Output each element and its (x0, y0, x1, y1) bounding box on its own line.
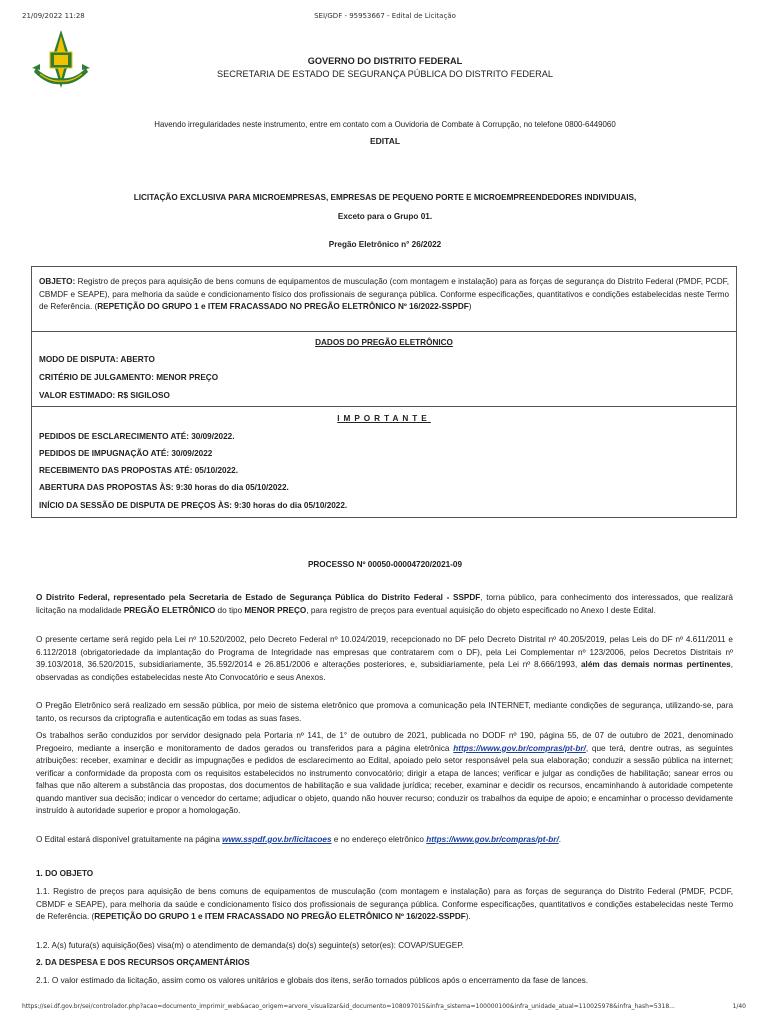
government-header (0, 55, 770, 81)
importante-box (31, 406, 737, 518)
deadline-item: INÍCIO DA SESSÃO DE DISPUTA DE PREÇOS ÀS: 9:30 horas do dia 05/10/2022. (39, 501, 348, 510)
legal-basis-paragraph: O presente certame será regido pela Lei nº 10.520/2002, pelo Decreto Federal nº 10.024/2019, recepcionado no DF pelo Decreto Distrital nº 40.205/2019, pelas Leis do DF nº 4.611/2011 e 6.112/2018 (obrigatoriedade da implantação do Programa de Integridade nas empresas que contratarem com o DF), pela Lei Complementar nº 123/2006, pelos Decretos Distritais nº 39.103/2018, 36.520/2015, subsidiariamente, 35.592/2014 e 26.851/2006 e alterações posteriores, e, subsidiariamente, pela Lei nº 8.666/1993, além das demais normas pertinentes, observadas as condições estabelecidas neste Ato Convocatório e seus Anexos. (36, 635, 733, 682)
print-header (0, 0, 770, 22)
licitacao-line2: Exceto para o Grupo 01. (337, 212, 433, 221)
availability-paragraph: O Edital estará disponível gratuitamente na página www.sspdf.gov.br/licitacoes e no endereço eletrônico https://www.gov.br/compras/pt-br/. (36, 835, 562, 844)
section-1-1-paragraph: 1.1. Registro de preços para aquisição de bens comuns de equipamentos de musculação (com montagem e instalação) para as forças de segurança do Distrito Federal (PMDF, PCDF, CBMDF e SEAPE), para melhoria da saúde e condicionamento físico dos profissionais de segurança pública. Conforme especificações, quantitativos e condições estabelecidas neste Termo de Referência. (REPETIÇÃO DO GRUPO 1 e ITEM FRACASSADO NO PREGÃO ELETRÔNICO Nº 16/2022-SSPDF). (36, 887, 733, 921)
objeto-label: OBJETO: (39, 277, 76, 286)
objeto-box (31, 266, 737, 407)
session-paragraph: O Pregão Eletrônico será realizado em sessão pública, por meio de sistema eletrônico que promova a comunicação pela INTERNET, mediante condições de segurança, utilizando-se, para tanto, os recursos da criptografia e autenticação em todas as suas fases. (36, 701, 733, 723)
gov-name: GOVERNO DO DISTRITO FEDERAL (307, 56, 463, 66)
compras-gov-link[interactable]: https://www.gov.br/compras/pt-br/ (426, 835, 559, 844)
deadline-item: PEDIDOS DE ESCLARECIMENTO ATÉ: 30/09/2022. (39, 432, 235, 441)
divider (32, 331, 736, 332)
print-footer (0, 1000, 770, 1020)
pregoeiro-paragraph: Os trabalhos serão conduzidos por servidor designado pela Portaria nº 141, de 1° de outubro de 2021, publicada no DODF nº 190, página 55, de 07 de outubro de 2021, denominado Pregoeiro, mediante a inserção e monitoramento de dados gerados ou transferidos para a página eletrônica https://www.gov.br/compras/pt-br/, que terá, dentre outras, as seguintes atribuições: receber, examinar e decidir as impugnações e pedidos de esclarecimento ao Edital, apoiado pelo setor responsável pela sua elaboração; conduzir a sessão pública na internet; verificar a conformidade da proposta com os requisitos estabelecidos no instrumento convocatório; dirigir a etapa de lances; verificar e julgar as condições de habilitação; sanear erros ou falhas que não alterem a substância das propostas, dos documentos de habilitação e sua validade jurídica; receber, examinar e decidir os recursos, encaminhando à autoridade competente quando mantiver sua decisão; indicar o vencedor do certame; adjudicar o objeto, quando não houver recurso; conduzir os trabalhos da equipe de apoio; e encaminhar o processo devidamente instruído à autoridade superior e propor a homologação. (36, 731, 733, 815)
section-2-heading: 2. DA DESPESA E DOS RECURSOS ORÇAMENTÁRIOS (36, 958, 250, 967)
licitacao-line1: LICITAÇÃO EXCLUSIVA PARA MICROEMPRESAS, EMPRESAS DE PEQUENO PORTE E MICROEMPREENDEDORES INDIVIDUAIS, (133, 193, 637, 202)
section-2-1-paragraph: 2.1. O valor estimado da licitação, assim como os valores unitários e globais dos itens, serão tornados públicos após o encerramento da fase de lances. (36, 976, 589, 985)
deadline-item: PEDIDOS DE IMPUGNAÇÃO ATÉ: 30/09/2022 (39, 449, 213, 458)
criterio-julgamento: CRITÉRIO DE JULGAMENTO: MENOR PREÇO (39, 373, 219, 382)
print-doc-title: SEI/GDF - 95953667 - Edital de Licitação (314, 12, 456, 20)
secretaria-name: SECRETARIA DE ESTADO DE SEGURANÇA PÚBLICA DO DISTRITO FEDERAL (217, 69, 553, 79)
intro-paragraph: O Distrito Federal, representado pela Secretaria de Estado de Segurança Pública do Distrito Federal - SSPDF, torna público, para conhecimento dos interessados, que realizará licitação na modalidade PREGÃO ELETRÔNICO do tipo MENOR PREÇO, para registro de preços para eventual aquisição do objeto especificado no Anexo I deste Edital. (36, 593, 733, 615)
deadline-item: RECEBIMENTO DAS PROPOSTAS ATÉ: 05/10/2022. (39, 466, 238, 475)
valor-estimado: VALOR ESTIMADO: R$ SIGILOSO (39, 391, 170, 400)
print-url: https://sei.df.gov.br/sei/controlador.php?acao=documento_imprimir_web&acao_origem=arvore_visualizar&id_documento=108097015&infra_sistema=100000100&infra_unidade_atual=110025978&infra_hash=5318... (22, 1003, 675, 1010)
processo-number: PROCESSO Nº 00050-00004720/2021-09 (307, 560, 463, 569)
pregao-number: Pregão Eletrônico n° 26/2022 (328, 240, 442, 249)
print-datetime: 21/09/2022 11:28 (22, 12, 85, 20)
section-1-2-paragraph: 1.2. A(s) futura(s) aquisição(ões) visa(m) o atendimento de demanda(s) do(s) seguinte(s) setor(es): COVAP/SUEGEP. (36, 941, 464, 950)
dados-title: DADOS DO PREGÃO ELETRÔNICO (315, 338, 453, 347)
deadline-item: ABERTURA DAS PROPOSTAS ÀS: 9:30 horas do dia 05/10/2022. (39, 483, 289, 492)
ouvidoria-notice: Havendo irregularidades neste instrumento, entre em contato com a Ouvidoria de Combate à Corrupção, no telefone 0800-6449060 (154, 120, 616, 129)
sspdf-licitacoes-link[interactable]: www.sspdf.gov.br/licitacoes (222, 835, 332, 844)
modo-disputa: MODO DE DISPUTA: ABERTO (39, 355, 155, 364)
section-1-heading: 1. DO OBJETO (36, 869, 94, 878)
edital-title: EDITAL (369, 136, 401, 146)
compras-gov-link[interactable]: https://www.gov.br/compras/pt-br/ (453, 743, 586, 753)
importante-title: IMPORTANTE (337, 414, 431, 423)
licitacao-title (30, 188, 740, 226)
objeto-text: OBJETO: Registro de preços para aquisição de bens comuns de equipamentos de musculação (com montagem e instalação) para as forças de segurança do Distrito Federal (PMDF, PCDF, CBMDF e SEAPE), para melhoria da saúde e condicionamento físico dos profissionais de segurança pública. Conforme especificações, quantitativos e condições estabelecidas neste Termo de Referência. (REPETIÇÃO DO GRUPO 1 e ITEM FRACASSADO NO PREGÃO ELETRÔNICO Nº 16/2022-SSPDF) (39, 277, 729, 311)
print-page-number: 1/40 (732, 1003, 746, 1010)
